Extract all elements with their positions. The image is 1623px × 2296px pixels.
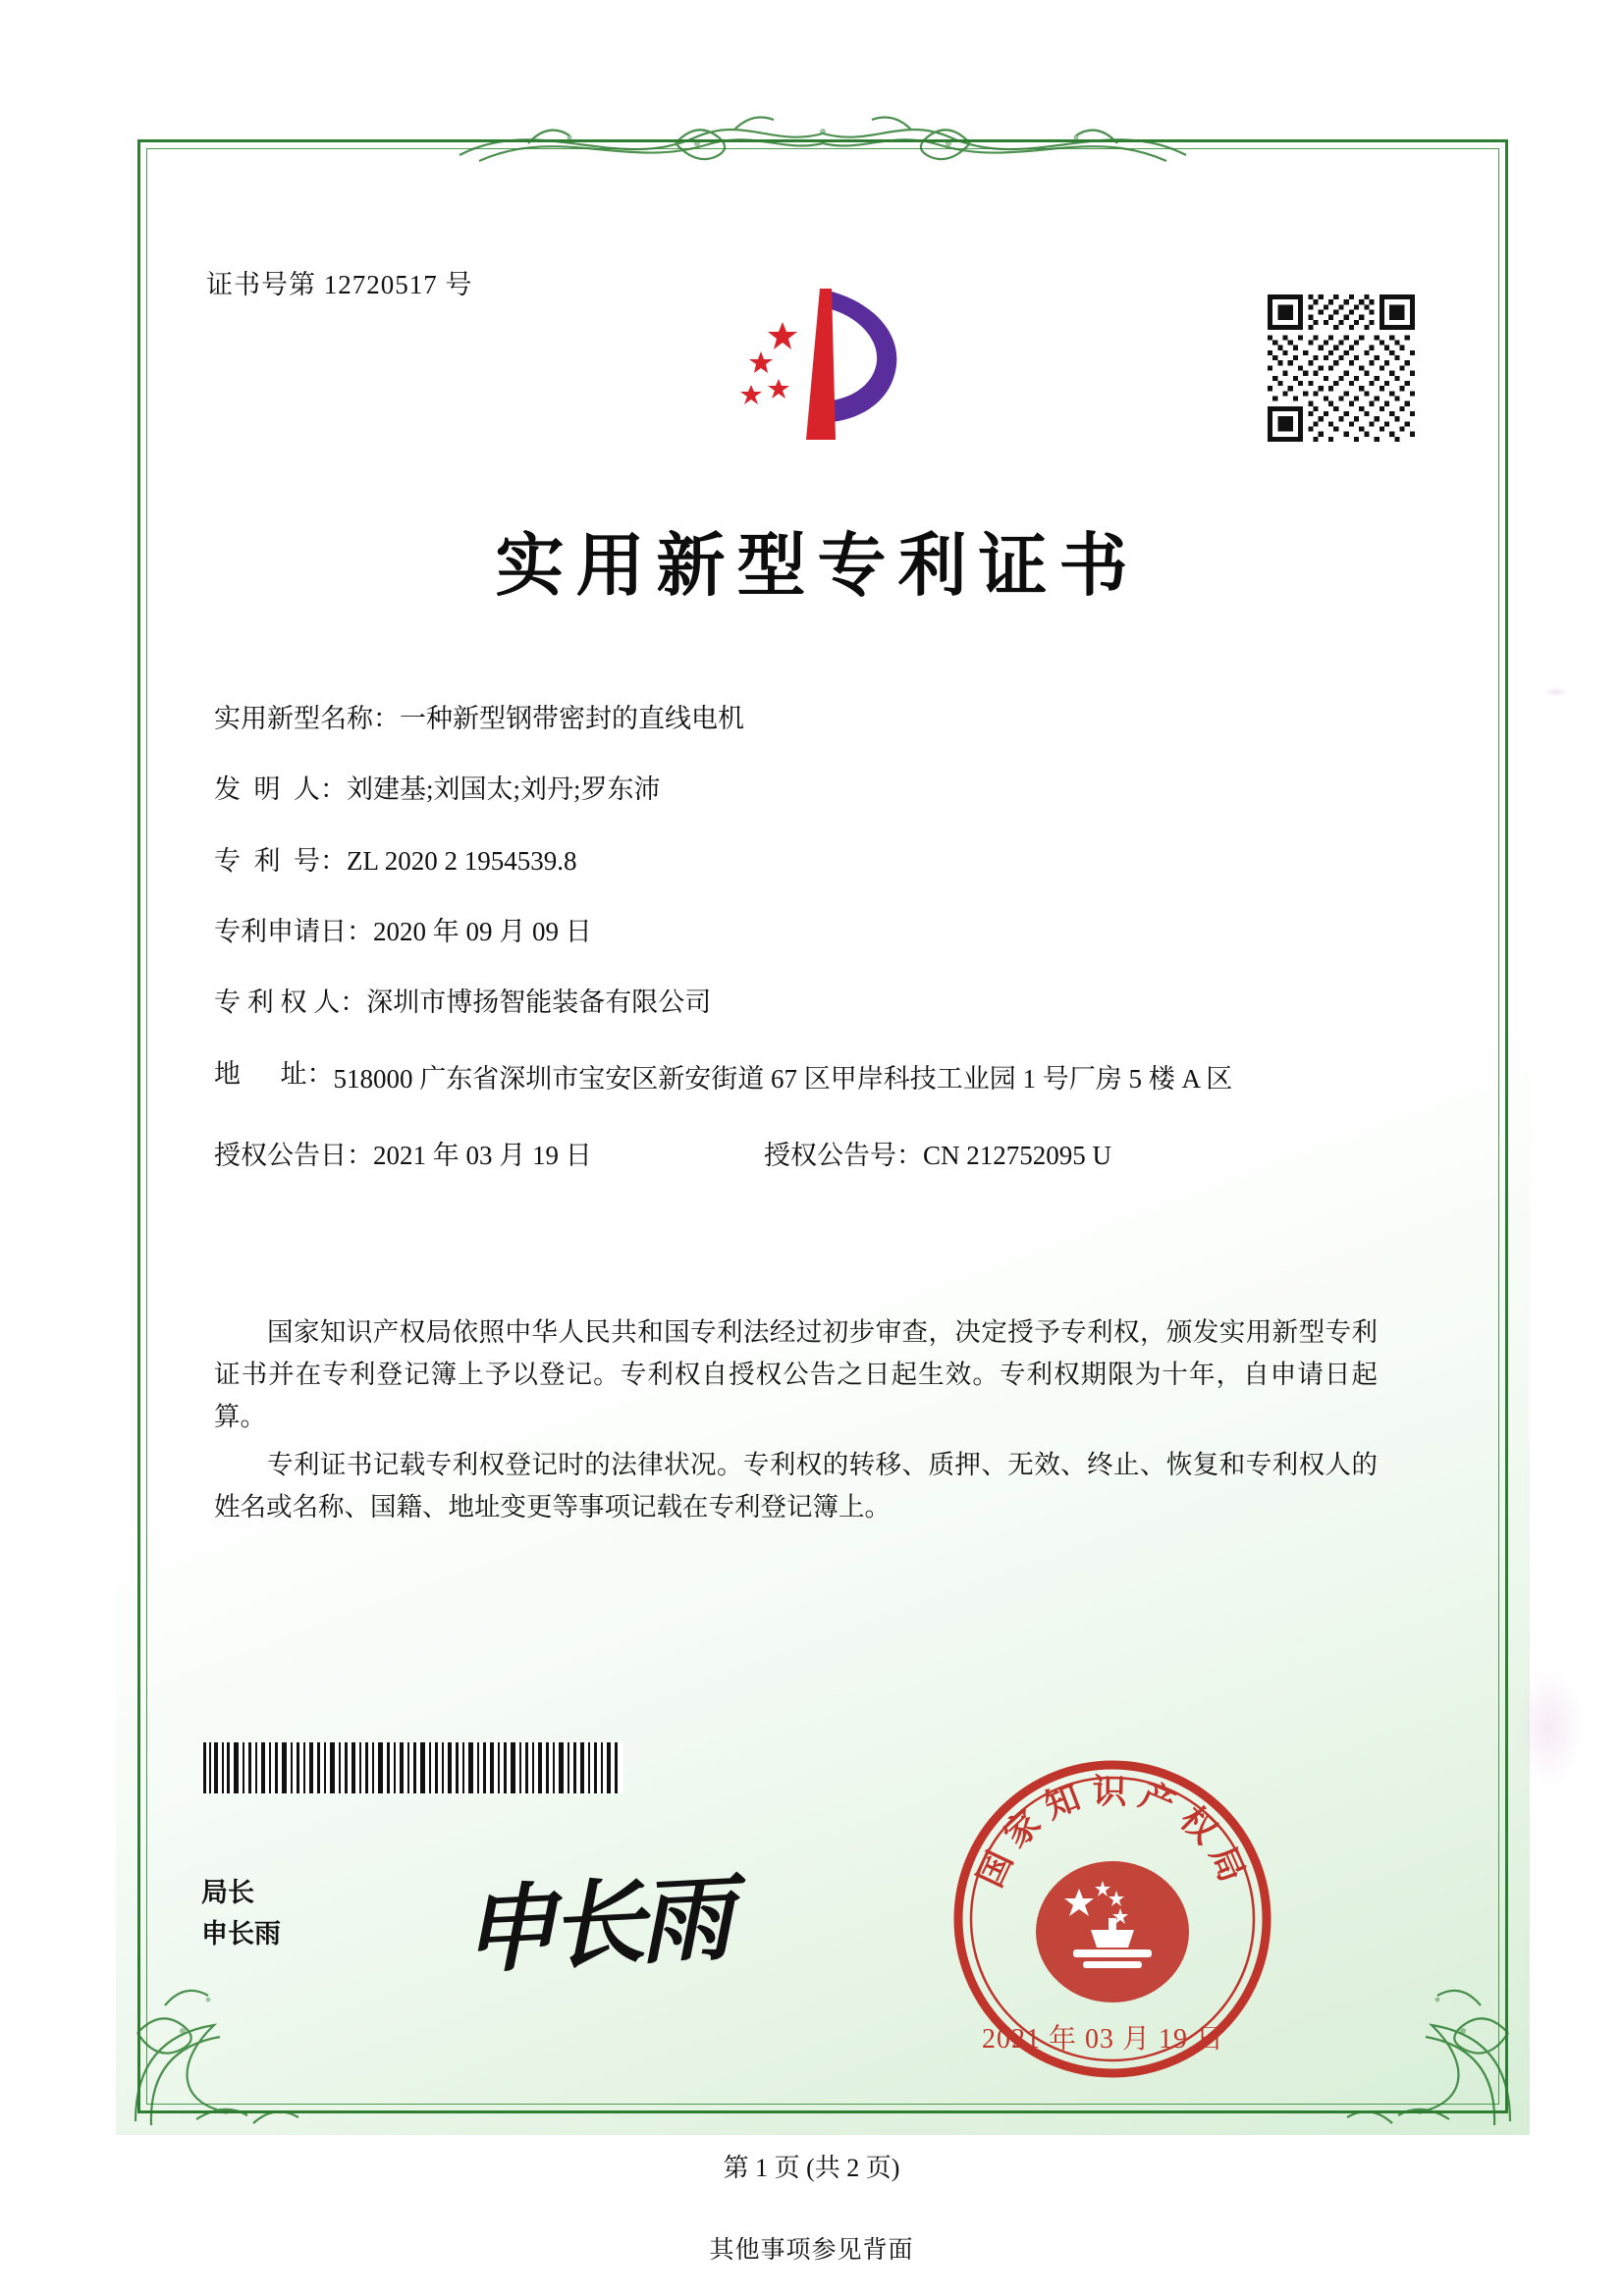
field-value: 518000 广东省深圳市宝安区新安街道 67 区甲岸科技工业园 1 号厂房 5 楼 A 区 <box>333 1063 1233 1094</box>
handwritten-signature: 申长雨 <box>459 1862 730 1987</box>
svg-text:国家知识产权局: 国家知识产权局 <box>969 1771 1257 1897</box>
field-patent-number <box>214 847 1373 875</box>
field-application-date <box>214 918 1373 945</box>
page-indicator: 第 1 页 (共 2 页) <box>723 2154 900 2182</box>
signature-block <box>201 1873 281 1955</box>
field-patentee <box>214 988 1373 1016</box>
field-list <box>214 705 1373 1195</box>
backside-note: 其他事项参见背面 <box>709 2237 914 2264</box>
field-publication-row <box>214 1142 1373 1169</box>
cnipa-logo-icon <box>722 283 933 445</box>
field-address <box>214 1060 1373 1098</box>
field-label: 专 利 权 人： <box>214 988 367 1018</box>
field-label: 专 利 号： <box>214 845 347 876</box>
field-label: 发 明 人： <box>214 774 347 805</box>
field-inventors <box>214 775 1373 803</box>
scan-artifact <box>1543 687 1569 697</box>
certificate-number: 证书号第 12720517 号 <box>206 270 473 299</box>
field-publication-number <box>764 1142 1373 1169</box>
paragraph-grant: 国家知识产权局依照中华人民共和国专利法经过初步审查，决定授予专利权，颁发实用新型专利证书并在专利登记簿上予以登记。专利权自授权公告之日起生效。专利权期限为十年，自申请日起算。 <box>214 1317 1378 1431</box>
legal-text <box>214 1311 1378 1534</box>
field-publication-date <box>214 1142 764 1169</box>
field-value: 刘建基;刘国太;刘丹;罗东沛 <box>347 774 661 805</box>
field-value: 2020 年 09 月 09 日 <box>373 917 592 947</box>
director-title: 局长 <box>201 1878 254 1907</box>
field-value: 2021 年 03 月 19 日 <box>373 1140 592 1170</box>
field-label: 专利申请日： <box>214 917 373 947</box>
page-title: 实用新型专利证书 <box>495 524 1140 606</box>
qr-code-icon <box>1268 294 1415 442</box>
field-label: 授权公告日： <box>214 1140 373 1170</box>
paragraph-registry: 专利证书记载专利权登记时的法律状况。专利权的转移、质押、无效、终止、恢复和专利权人的姓名或名称、国籍、地址变更等事项记载在专利登记簿上。 <box>214 1449 1378 1522</box>
field-value: 深圳市博扬智能装备有限公司 <box>366 988 712 1018</box>
director-name: 申长雨 <box>201 1918 281 1949</box>
barcode <box>201 1742 623 1793</box>
field-value: 一种新型钢带密封的直线电机 <box>400 704 744 733</box>
field-label: 授权公告号： <box>764 1140 923 1170</box>
field-value: CN 212752095 U <box>923 1140 1112 1170</box>
field-label: 实用新型名称： <box>214 704 400 733</box>
seal-date: 2021 年 03 月 19 日 <box>982 2024 1225 2055</box>
field-value: ZL 2020 2 1954539.8 <box>347 845 577 876</box>
field-label: 地 址： <box>214 1058 334 1089</box>
field-utility-model-name <box>214 705 1373 732</box>
